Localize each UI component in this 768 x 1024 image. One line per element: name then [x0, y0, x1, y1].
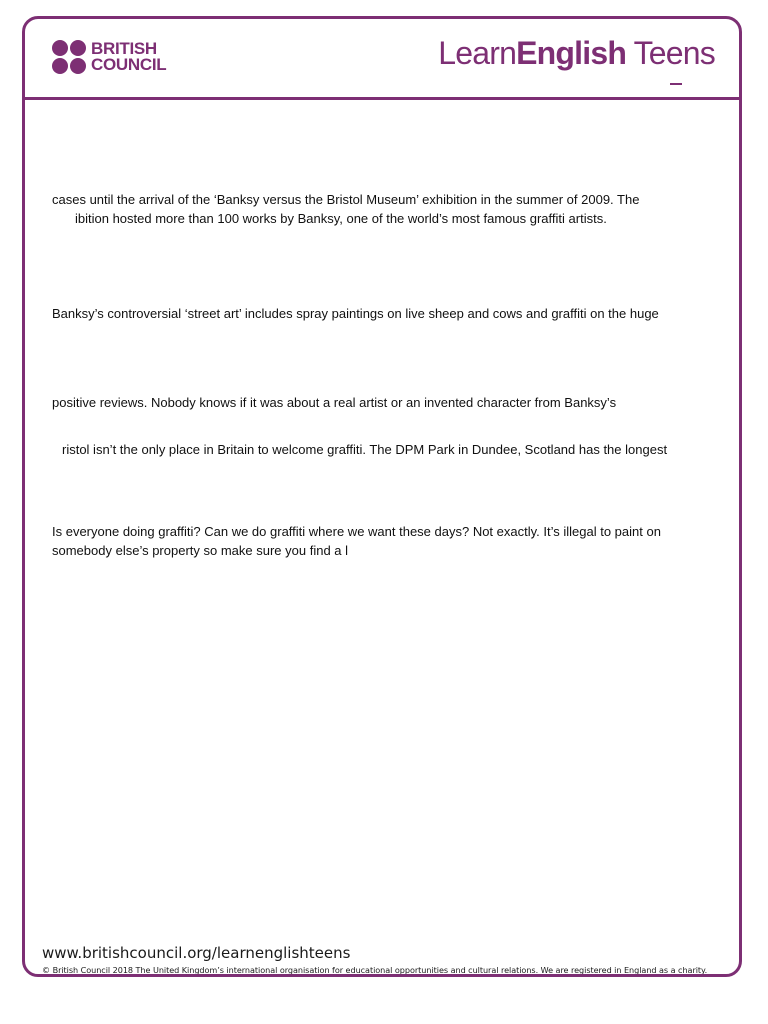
paragraph-3-line-1: positive reviews. Nobody knows if it was about a real artist or an invented character from Banksy’s: [52, 395, 617, 410]
british-council-wordmark: [91, 41, 166, 73]
learnenglish-teens-logo: [438, 33, 715, 73]
paragraph-5-line-2: somebody else’s property so make sure you find a l: [52, 543, 349, 558]
bc-logo-line1: BRITISH: [91, 39, 157, 58]
british-council-dots-icon: [52, 40, 86, 74]
paragraph-5-line-1: Is everyone doing graffiti? Can we do graffiti where we want these days? Not exactly. It’s illegal to paint on: [52, 524, 661, 539]
footer-url: www.britishcouncil.org/learnenglishteens: [42, 944, 351, 962]
logo-underline-dash: [670, 83, 682, 85]
british-council-logo: [52, 39, 166, 75]
paragraph-1-line-1: cases until the arrival of the ‘Banksy versus the Bristol Museum’ exhibition in the summer of 2009. The: [52, 192, 640, 207]
bc-logo-line2: COUNCIL: [91, 55, 167, 74]
logo-dot: [70, 40, 86, 56]
le-logo-learn: Learn: [438, 35, 517, 71]
logo-dot: [52, 40, 68, 56]
le-logo-english: English: [516, 35, 627, 71]
logo-dot: [52, 58, 68, 74]
paragraph-4-line-1: ristol isn’t the only place in Britain to welcome graffiti. The DPM Park in Dundee, Scotland has the longest: [62, 442, 668, 457]
le-logo-teens: Teens: [626, 35, 715, 71]
paragraph-1-line-2: ibition hosted more than 100 works by Banksy, one of the world’s most famous graffiti artists.: [75, 211, 607, 226]
footer-copyright: © British Council 2018 The United Kingdom’s international organisation for educational opportunities and cultural relations. We are registered in England as a charity.: [42, 965, 708, 975]
logo-dot: [70, 58, 86, 74]
header-divider: [25, 97, 739, 100]
paragraph-2-line-1: Banksy’s controversial ‘street art’ includes spray paintings on live sheep and cows and graffiti on the huge: [52, 306, 659, 321]
page-frame: [22, 16, 742, 977]
